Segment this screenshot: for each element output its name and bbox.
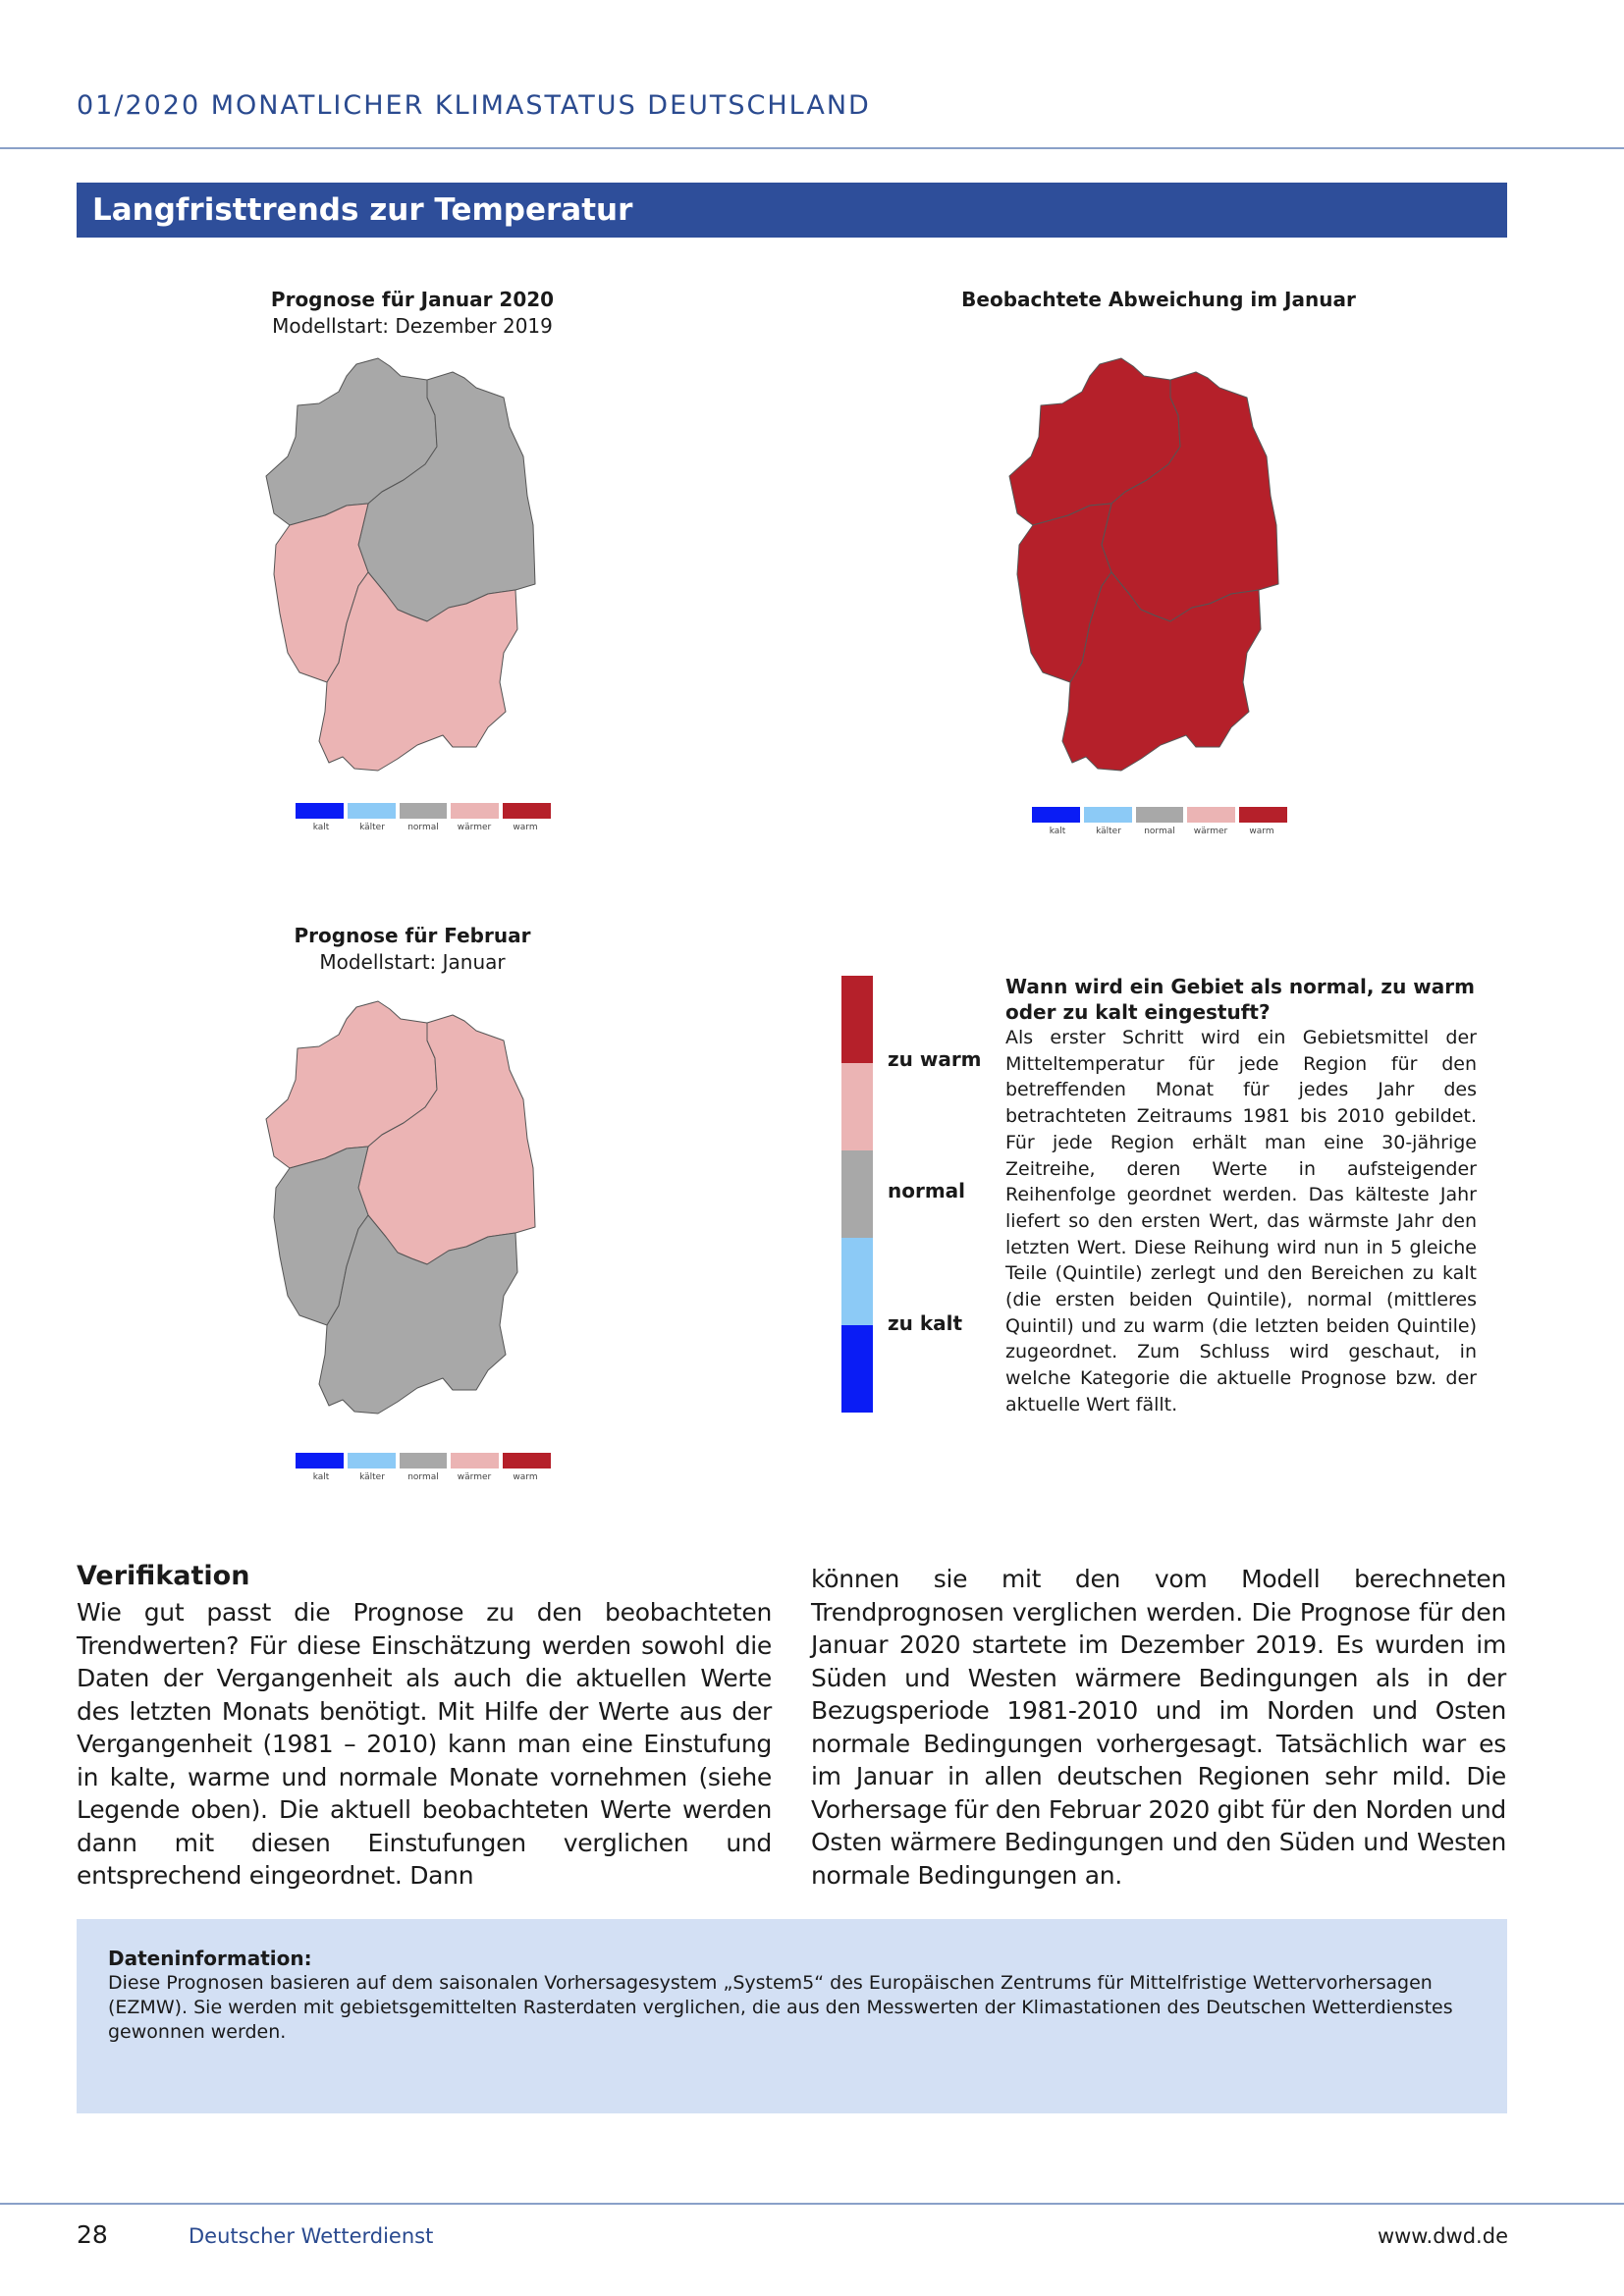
map1-title: Prognose für Januar 2020 (270, 288, 555, 311)
map3-title: Prognose für Februar (294, 924, 531, 947)
legend-swatch-waermer (451, 1453, 499, 1468)
scale-label-zu-kalt: zu kalt (888, 1311, 963, 1335)
header-divider (0, 147, 1624, 149)
scale-swatch-warm (841, 976, 873, 1063)
data-info-text: Diese Prognosen basieren auf dem saisonalen Vorhersagesystem „System5“ des Europäischen Zentrums für Mittelfristige Wettervorhersagen (EZMW). Sie werden mit gebietsgemittelten Rasterdaten verglichen, die aus den Messwerten der Klimastationen des Deutschen Wetterdienstes gewonnen werden. (108, 1972, 1453, 2043)
scale-swatch-kaelter (841, 1238, 873, 1325)
legend-swatch-warm (1239, 807, 1287, 823)
legend-swatch-waermer (451, 803, 499, 819)
verification-column-2: können sie mit den vom Modell berechneten Trendprognosen verglichen werden. Die Prognose für den Januar 2020 startete im Dezember 2019. Es wurden im Süden und Westen wärmere Bedingungen als in der Bezugsperiode 1981-2010 und im Norden und Osten normale Bedingungen vorhergesagt. Tatsächlich war es im Januar in allen deutschen Regionen sehr mild. Die Vorhersage für den Februar 2020 gibt für den Norden und Osten wärmere Bedingungen und den Süden und Westen normale Bedingungen an. (811, 1565, 1506, 1890)
verification-heading: Verifikation (77, 1561, 250, 1591)
legend-swatch-kalt (296, 1453, 344, 1468)
map1-legend (296, 803, 551, 832)
footer-organization: Deutscher Wetterdienst (189, 2224, 434, 2248)
map2-title-block (903, 287, 1414, 313)
legend-label: normal (1144, 827, 1175, 836)
legend-swatch-warm (503, 803, 551, 819)
section-title: Langfristtrends zur Temperatur (77, 183, 1507, 238)
page-number: 28 (77, 2220, 108, 2249)
footer-divider (0, 2203, 1624, 2205)
footer-url[interactable]: www.dwd.de (1377, 2224, 1508, 2248)
map2-legend (1032, 807, 1287, 836)
map1-germany (260, 358, 594, 795)
explain-text: Als erster Schritt wird ein Gebietsmittel der Mitteltemperatur für jede Region für den betreffenden Monat für jedes Jahr des betrachteten Zeitraums 1981 bis 2010 gebildet. Für jede Region erhält man eine 30-jährige Zeitreihe, deren Werte in aufsteigender Reihenfolge geordnet werden. Das kälteste Jahr liefert so den ersten Wert, das wärmste Jahr den letzten Wert. Diese Reihung wird nun in 5 gleiche Teile (Quintile) zerlegt und den Bereichen zu kalt (die ersten beiden Quintile), normal (mittleres Quintil) und zu warm (die letzten beiden Quintile) zugeordnet. Zum Schluss wird geschaut, in welche Kategorie die aktuelle Prognose bzw. der aktuelle Wert fällt. (1005, 1027, 1477, 1415)
legend-label: warm (513, 823, 538, 832)
legend-label: warm (513, 1472, 538, 1482)
legend-label: kalt (312, 1472, 330, 1482)
legend-label: kälter (359, 1472, 385, 1482)
legend-label: kälter (359, 823, 385, 832)
scale-swatch-kalt (841, 1325, 873, 1413)
legend-label: kalt (1049, 827, 1066, 836)
map3-title-block (245, 923, 579, 976)
legend-label: normal (407, 1472, 439, 1482)
legend-swatch-warm (503, 1453, 551, 1468)
legend-label: normal (407, 823, 439, 832)
legend-swatch-kaelter (348, 1453, 396, 1468)
legend-swatch-kaelter (348, 803, 396, 819)
legend-swatch-normal (400, 1453, 448, 1468)
map1-title-block (245, 287, 579, 340)
category-scale (841, 976, 873, 1413)
legend-label: kälter (1096, 827, 1121, 836)
map3-germany (260, 1001, 594, 1438)
explain-title: Wann wird ein Gebiet als normal, zu warm oder zu kalt eingestuft? (1005, 975, 1475, 1024)
legend-swatch-waermer (1187, 807, 1235, 823)
data-info-heading: Dateninformation: (108, 1947, 312, 1970)
legend-label: wärmer (457, 823, 492, 832)
data-info-box (77, 1919, 1507, 2113)
legend-label: wärmer (457, 1472, 492, 1482)
map1-subtitle: Modellstart: Dezember 2019 (272, 314, 553, 338)
legend-label: wärmer (1193, 827, 1228, 836)
legend-label: warm (1249, 827, 1274, 836)
map2-title: Beobachtete Abweichung im Januar (961, 288, 1356, 311)
verification-column-1: Wie gut passt die Prognose zu den beobachteten Trendwerten? Für diese Einschätzung werden sowohl die Daten der Vergangenheit als auch die aktuellen Werte des letzten Monats benötigt. Mit Hilfe der Werte aus der Vergangenheit (1981 – 2010) kann man eine Einstufung in kalte, warme und normale Monate vornehmen (siehe Legende oben). Die aktuell beobachteten Werte werden dann mit diesen Einstufungen verglichen und entsprechend eingeordnet. Dann (77, 1598, 772, 1890)
scale-label-zu-warm: zu warm (888, 1047, 982, 1071)
map2-germany (1003, 358, 1337, 795)
header-title: 01/2020 MONATLICHER KLIMASTATUS DEUTSCHLAND (77, 90, 871, 121)
legend-swatch-kaelter (1084, 807, 1132, 823)
scale-swatch-waermer (841, 1063, 873, 1150)
legend-swatch-kalt (296, 803, 344, 819)
map3-legend (296, 1453, 551, 1482)
legend-swatch-kalt (1032, 807, 1080, 823)
map3-subtitle: Modellstart: Januar (319, 950, 506, 974)
scale-label-normal: normal (888, 1179, 966, 1202)
legend-swatch-normal (1136, 807, 1184, 823)
legend-label: kalt (312, 823, 330, 832)
scale-swatch-normal (841, 1150, 873, 1238)
legend-swatch-normal (400, 803, 448, 819)
